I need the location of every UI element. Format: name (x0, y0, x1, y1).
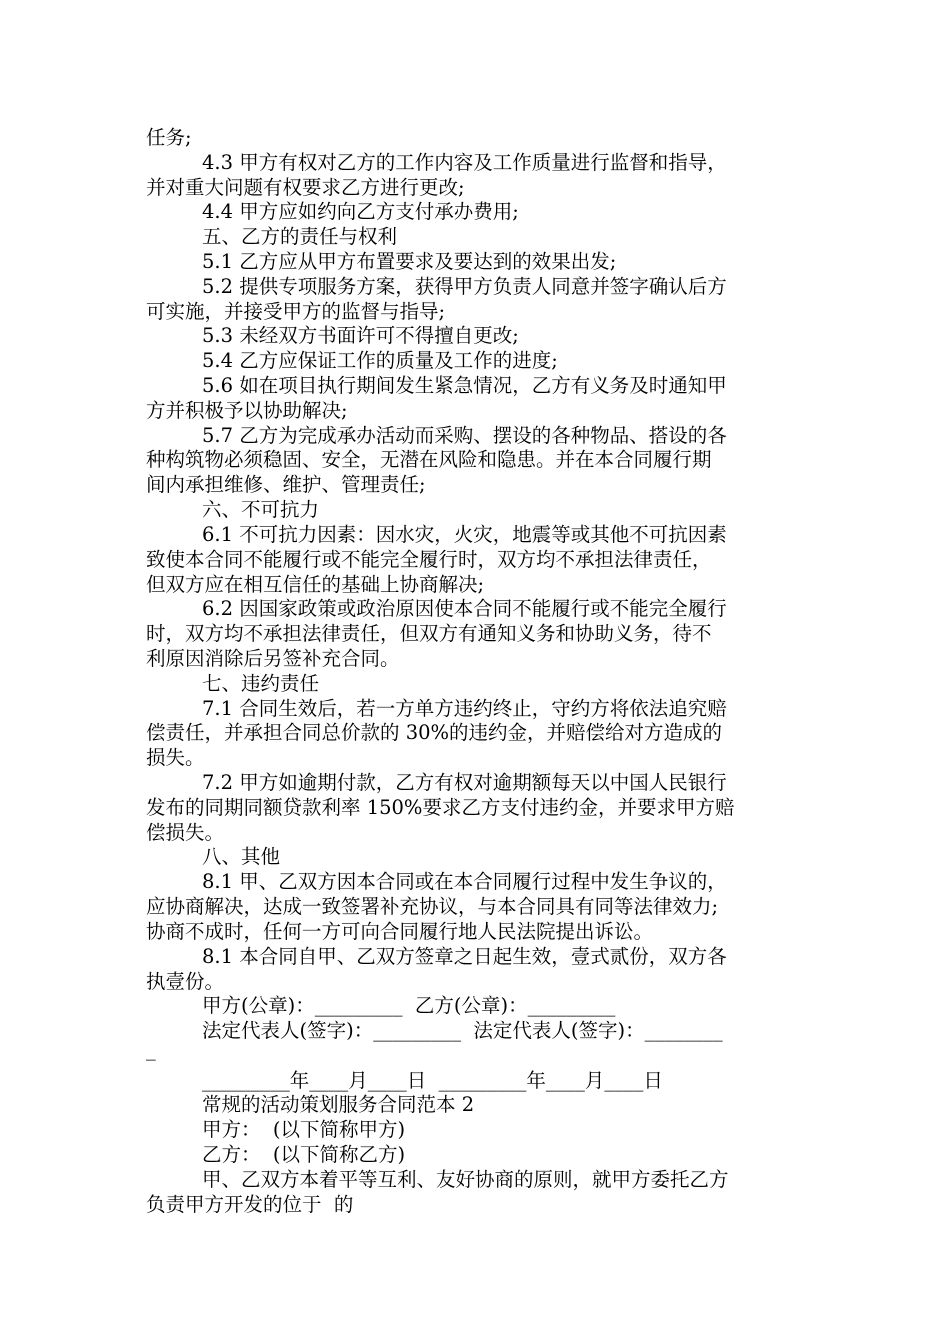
text-line: 4.4 甲方应如约向乙方支付承办费用; (202, 200, 519, 223)
text-line: 6.2 因国家政策或政治原因使本合同不能履行或不能完全履行 (202, 597, 727, 620)
text-line: 偿责任，并承担合同总价款的 30%的违约金，并赔偿给对方造成的 (146, 721, 723, 744)
text-line: 应协商解决，达成一致签署补充协议，与本合同具有同等法律效力; (146, 895, 719, 918)
section-heading: 五、乙方的责任与权利 (202, 225, 398, 248)
text-line: 甲、乙双方本着平等互利、友好协商的原则，就甲方委托乙方 (202, 1168, 729, 1191)
text-line: 5.1 乙方应从甲方布置要求及要达到的效果出发; (202, 250, 617, 273)
text-line: 5.6 如在项目执行期间发生紧急情况，乙方有义务及时通知甲 (202, 374, 727, 397)
signature-date-line: _________年____月____日 _________年____月____日 (202, 1069, 663, 1092)
text-line: 5.4 乙方应保证工作的质量及工作的进度; (202, 349, 558, 372)
text-line: 偿损失。 (146, 821, 225, 844)
text-line: 发布的同期同额贷款利率 150%要求乙方支付违约金，并要求甲方赔 (146, 796, 735, 819)
document-title: 常规的活动策划服务合同范本 2 (202, 1093, 475, 1116)
text-line: 时，双方均不承担法律责任，但双方有通知义务和协助义务，待不 (146, 622, 712, 645)
signature-line-representative: 法定代表人(签字)：_________ 法定代表人(签字)：________ (202, 1019, 723, 1042)
signature-line-seal: 甲方(公章)：_________ 乙方(公章)：_________ (202, 994, 616, 1017)
section-heading: 七、违约责任 (202, 672, 320, 695)
text-line: 但双方应在相互信任的基础上协商解决; (146, 573, 485, 596)
text-line: 8.1 甲、乙双方因本合同或在本合同履行过程中发生争议的， (202, 870, 727, 893)
text-line: 5.3 未经双方书面许可不得擅自更改; (202, 324, 519, 347)
text-line: 协商不成时，任何一方可向合同履行地人民法院提出诉讼。 (146, 920, 654, 943)
text-line: 方并积极予以协助解决; (146, 399, 348, 422)
text-line: 并对重大问题有权要求乙方进行更改; (146, 176, 465, 199)
text-line: 利原因消除后另签补充合同。 (146, 647, 400, 670)
text-line: 5.7 乙方为完成承办活动而采购、摆设的各种物品、搭设的各 (202, 424, 727, 447)
party-b-line: 乙方： (以下简称乙方) (202, 1143, 406, 1166)
text-line: 8.1 本合同自甲、乙双方签章之日起生效，壹式贰份，双方各 (202, 945, 727, 968)
text-line: 损失。 (146, 746, 205, 769)
text-line: 种构筑物必须稳固、安全，无潜在风险和隐患。并在本合同履行期 (146, 448, 712, 471)
section-heading: 八、其他 (202, 845, 281, 868)
text-line: 可实施，并接受甲方的监督与指导; (146, 300, 446, 323)
text-line: 7.2 甲方如逾期付款，乙方有权对逾期额每天以中国人民银行 (202, 771, 727, 794)
party-a-line: 甲方： (以下简称甲方) (202, 1118, 406, 1141)
text-line: 执壹份。 (146, 970, 225, 993)
text-line: 任务; (146, 126, 192, 149)
text-line: 致使本合同不能履行或不能完全履行时，双方均不承担法律责任， (146, 548, 712, 571)
text-line: _ (146, 1038, 156, 1061)
text-line: 间内承担维修、维护、管理责任; (146, 473, 426, 496)
section-heading: 六、不可抗力 (202, 498, 320, 521)
text-line: 7.1 合同生效后，若一方单方违约终止，守约方将依法追究赔 (202, 697, 727, 720)
text-line: 4.3 甲方有权对乙方的工作内容及工作质量进行监督和指导， (202, 151, 727, 174)
text-line: 5.2 提供专项服务方案，获得甲方负责人同意并签字确认后方 (202, 275, 727, 298)
text-line: 负责甲方开发的位于 的 (146, 1193, 354, 1216)
text-line: 6.1 不可抗力因素：因水灾，火灾，地震等或其他不可抗因素 (202, 523, 727, 546)
